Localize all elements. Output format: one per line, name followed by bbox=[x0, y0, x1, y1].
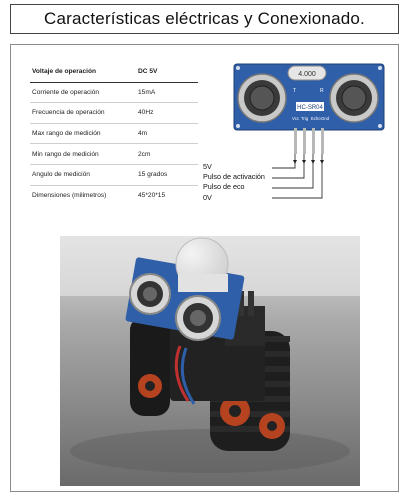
pin-trigger-label: Pulso de activación bbox=[203, 172, 265, 182]
spec-value: 2cm bbox=[136, 144, 198, 165]
pin-label-gnd: Gnd bbox=[321, 116, 329, 121]
spec-label: Max rango de medición bbox=[30, 123, 136, 144]
model-label: HC-SR04 bbox=[297, 105, 323, 111]
robot-photo bbox=[60, 236, 360, 486]
pin-0v-label: 0V bbox=[203, 192, 212, 202]
spec-label: Angulo de medición bbox=[30, 164, 136, 185]
specs-table bbox=[30, 62, 198, 205]
spec-value: 15mA bbox=[136, 82, 198, 103]
table-row bbox=[30, 144, 198, 165]
pin-labels bbox=[203, 162, 265, 203]
spec-value: 40Hz bbox=[136, 103, 198, 124]
pin-5v-label: 5V bbox=[203, 162, 212, 171]
spec-label: Min rango de medición bbox=[30, 144, 136, 165]
pin-label-echo: Echo bbox=[311, 116, 321, 121]
spec-label: Corriente de operación bbox=[30, 82, 136, 103]
table-row bbox=[30, 62, 198, 82]
spec-value: 15 grados bbox=[136, 164, 198, 185]
r-label: R bbox=[320, 88, 324, 94]
pin-label-trig: Trig bbox=[301, 116, 309, 121]
spec-value: 4m bbox=[136, 123, 198, 144]
spec-label: Frecuencia de operación bbox=[30, 103, 136, 124]
table-row bbox=[30, 123, 198, 144]
spec-label: Voltaje de operación bbox=[30, 62, 136, 82]
table-row bbox=[30, 103, 198, 124]
table-row bbox=[30, 164, 198, 185]
t-label: T bbox=[293, 88, 297, 94]
table-row bbox=[30, 185, 198, 205]
spec-value: DC 5V bbox=[136, 62, 198, 82]
table-row bbox=[30, 82, 198, 103]
page-title: Características eléctricas y Conexionado. bbox=[10, 4, 399, 34]
pin-label-vcc: Vcc bbox=[292, 116, 299, 121]
crystal-label: 4.000 bbox=[298, 71, 316, 78]
pin-echo-label: Pulso de eco bbox=[203, 182, 245, 192]
spec-value: 45*20*15 bbox=[138, 191, 166, 199]
spec-label: Dimensiones (milimetros) bbox=[32, 191, 107, 199]
